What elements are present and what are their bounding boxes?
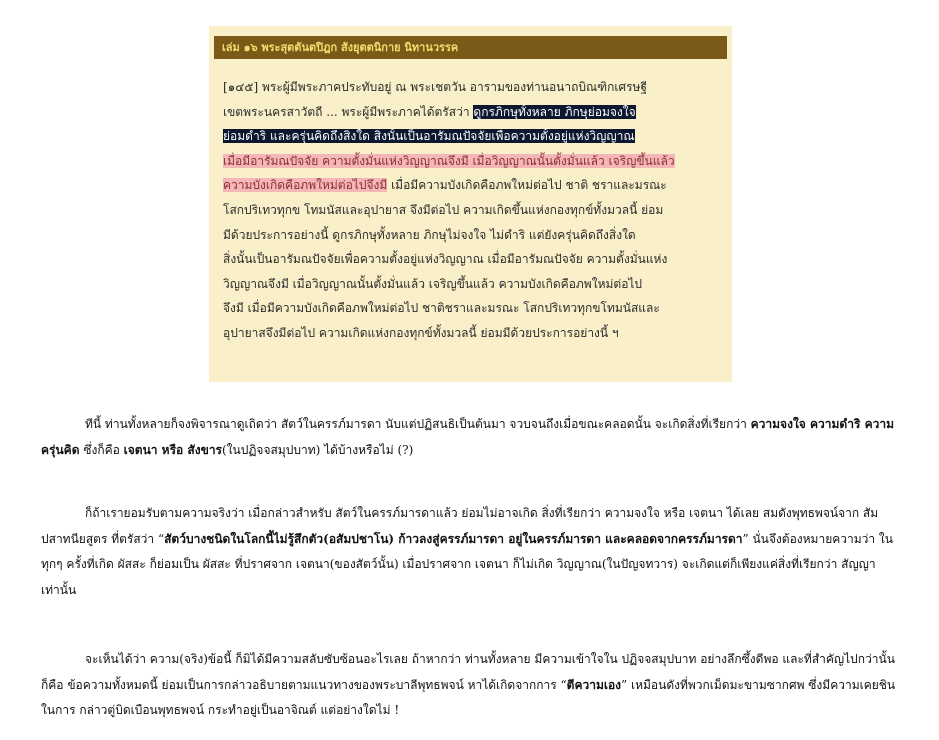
- scripture-line: อุปายาสจึงมีต่อไป ความเกิดแห่งกองทุกข์ทั้งมวลนี้ ย่อมมีด้วยประการอย่างนี้ ฯ: [223, 325, 619, 340]
- scripture-line: วิญญาณจึงมี เมื่อวิญญาณนั้นตั้งมั่นแล้ว เจริญขึ้นแล้ว ความบังเกิดคือภพใหม่ต่อไป: [223, 276, 643, 291]
- paragraph-1: ทีนี้ ท่านทั้งหลายก็จงพิจารณาดูเถิดว่า สัตว์ในครรภ์มารดา นับแต่ปฏิสนธิเป็นต้นมา จวบจนถึงเมื่อขณะคลอดนั้น จะเกิดสิ่งที่เรียกว่า ความจงใจ ความดำริ ความครุ่นคิด ซึ่งก็คือ เจตนา หรือ สังขาร(ในปฏิจจสมุปบาท) ได้บ้างหรือไม่ (?): [41, 417, 894, 457]
- scripture-line: มีด้วยประการอย่างนี้ ดูกรภิกษุทั้งหลาย ภิกษุไม่จงใจ ไม่ดำริ แต่ยังครุ่นคิดถึงสิ่งใด: [223, 227, 636, 242]
- highlight-dark: ดูกรภิกษุทั้งหลาย ภิกษุย่อมจงใจ: [473, 104, 636, 119]
- paragraph-3: จะเห็นได้ว่า ความ(จริง)ข้อนี้ ก็มิได้มีความสลับซับซ้อนอะไรเลย ถ้าหากว่า ท่านทั้งหลาย มีความเข้าใจใน ปฏิจจสมุปบาท อย่างลึกซึ้งดีพอ และที่สำคัญไปกว่านั้น ก็คือ ข้อความทั้งหมดนี้ ย่อมเป็นการกล่าวอธิบายตามแนวทางของพระบาลีพุทธพจน์ หาได้เกิดจากการ “ตีความเอง” เหมือนดังที่พวกเม็ดมะขามซากศพ ซึ่งมีความเคยชินในการ กล่าวตู่บิดเบือนพุทธพจน์ กระทำอยู่เป็นอาจิณต์ แต่อย่างใดไม่ !: [41, 652, 896, 717]
- scripture-line: [223, 124, 720, 149]
- scripture-line: จึงมี เมื่อมีความบังเกิดคือภพใหม่ต่อไป ชาติชราและมรณะ โสกปริเทวทุกขโทมนัสและ: [223, 301, 660, 316]
- scripture-line: สิ่งนั้นเป็นอารัมณปัจจัยเพื่อความตั้งอยู่แห่งวิญญาณ เมื่อมีอารัมณปัจจัย ความตั้งมั่นแห่ง: [223, 252, 668, 267]
- scripture-line: โสกปริเทวทุกข โทมนัสและอุปายาส จึงมีต่อไป ความเกิดขึ้นแห่งกองทุกข์ทั้งมวลนี้ ย่อม: [223, 202, 664, 217]
- scripture-image: [209, 26, 732, 382]
- scripture-line: [๑๔๕] พระผู้มีพระภาคประทับอยู่ ณ พระเชตวัน อารามของท่านอนาถบิณฑิกเศรษฐี: [223, 80, 648, 94]
- highlight-dark: ย่อมดำริ และครุ่นคิดถึงสิ่งใด สิ่งนั้นเป็นอารัมณปัจจัยเพื่อความตั้งอยู่แห่งวิญญาณ: [223, 129, 635, 144]
- paragraph-2: ก็ถ้าเรายอมรับตามความจริงว่า เมื่อกล่าวสำหรับ สัตว์ในครรภ์มารดาแล้ว ย่อมไม่อาจเกิด สิ่งที่เรียกว่า ความจงใจ หรือ เจตนา ได้เลย สมดังพุทธพจน์จาก สัมปสาทนียสูตร ที่ตรัสว่า “สัตว์บางชนิดในโลกนี้ไม่รู้สึกตัว(อสัมปชาโน) ก้าวลงสู่ครรภ์มารดา อยู่ในครรภ์มารดา และคลอดจากครรภ์มารดา” นั่นจึงต้องหมายความว่า ในทุกๆ ครั้งที่เกิด ผัสสะ ก็ย่อมเป็น ผัสสะ ที่ปราศจาก เจตนา(ของสัตว์นั้น) เมื่อปราศจาก เจตนา ก็ไม่เกิด วิญญาณ(ในปัญจทวาร) จะเกิดแต่ก็เพียงแค่สิ่งที่เรียกว่า สัญญา เท่านั้น: [41, 506, 893, 597]
- scripture-header: เล่ม ๑๖ พระสุตตันตปิฎก สังยุตตนิกาย นิทานวรรค: [214, 36, 727, 59]
- scripture-body: [223, 75, 720, 346]
- scripture-line: ความบังเกิดคือภพใหม่ต่อไปจึงมี เมื่อมีความบังเกิดคือภพใหม่ต่อไป ชาติ ชราและมรณะ: [223, 178, 667, 193]
- highlight-pink: ความบังเกิดคือภพใหม่ต่อไปจึงมี: [223, 178, 388, 193]
- highlight-pink: เมื่อมีอารัมณปัจจัย ความตั้งมั่นแห่งวิญญาณจึงมี เมื่อวิญญาณนั้นตั้งมั่นแล้ว เจริญขึ้นแล้ว: [223, 153, 675, 168]
- scripture-line: เขตพระนครสาวัตถี ... พระผู้มีพระภาคได้ตรัสว่า ดูกรภิกษุทั้งหลาย ภิกษุย่อมจงใจ: [223, 104, 636, 119]
- scripture-line: [223, 149, 720, 174]
